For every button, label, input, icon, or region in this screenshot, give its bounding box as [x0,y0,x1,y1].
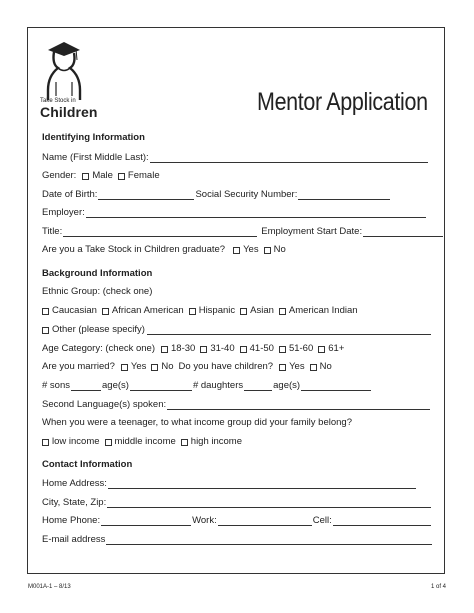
other-field[interactable] [147,325,431,335]
work-phone-field[interactable] [218,516,312,526]
graduate-yes-label: Yes [243,244,259,255]
age5-label: 61+ [328,343,345,354]
dob-label: Date of Birth: [42,189,98,200]
low-income-option[interactable] [42,436,100,447]
home-phone-label: Home Phone: [42,515,101,526]
title-label: Title: [42,226,63,237]
married-label: Are you married? [42,361,115,372]
age2-checkbox[interactable] [200,346,207,353]
daughters-label: # daughters [192,380,244,391]
title-row [42,226,444,237]
city-row [42,497,432,508]
dob-field[interactable] [98,190,194,200]
sons-field[interactable] [71,381,101,391]
male-checkbox[interactable] [82,173,89,180]
gender-row [42,170,165,181]
income-options-row [42,436,247,447]
age4-label: 51-60 [288,343,314,354]
children-yes-label: Yes [289,361,305,372]
home-address-field[interactable] [108,479,416,489]
employer-field[interactable] [86,208,426,218]
work-phone-label: Work: [192,515,217,526]
graduate-yes-checkbox[interactable] [233,247,240,254]
caucasian-label: Caucasian [52,305,97,316]
home-address-label: Home Address: [42,478,107,489]
other-option[interactable] [42,324,145,335]
name-row [42,152,429,163]
children-no-label: No [319,361,332,372]
age4-option[interactable] [279,343,313,354]
age3-checkbox[interactable] [240,346,247,353]
ssn-field[interactable] [298,190,390,200]
married-no-option[interactable] [151,361,173,372]
graduate-label: Are you a Take Stock in Children graduate? [42,244,226,255]
african-american-checkbox[interactable] [102,308,109,315]
low-income-checkbox[interactable] [42,439,49,446]
home-address-row [42,478,417,489]
married-no-checkbox[interactable] [151,364,158,371]
section-contact: Contact Information [42,459,133,470]
female-checkbox[interactable] [118,173,125,180]
african-american-option[interactable] [102,305,184,316]
logo-text [40,98,110,120]
income-question-row [42,417,352,428]
married-no-label: No [161,361,174,372]
children-yes-checkbox[interactable] [279,364,286,371]
cell-phone-field[interactable] [333,516,431,526]
graduate-yes-option[interactable] [233,244,259,255]
female-label: Female [127,170,160,181]
age1-label: 18-30 [171,343,196,354]
employer-label: Employer: [42,207,85,218]
language-row [42,399,431,410]
section-identifying: Identifying Information [42,132,145,143]
home-phone-field[interactable] [101,516,191,526]
children-label: Do you have children? [178,361,274,372]
sons-ages-label: age(s) [102,380,129,391]
city-label: City, State, Zip: [42,497,107,508]
male-option[interactable] [82,170,113,181]
dob-row [42,189,391,200]
section-background: Background Information [42,268,153,279]
american-indian-option[interactable] [279,305,358,316]
graduate-no-checkbox[interactable] [264,247,271,254]
language-label: Second Language(s) spoken: [42,399,167,410]
age2-option[interactable] [200,343,234,354]
employer-row [42,207,427,218]
age4-checkbox[interactable] [279,346,286,353]
daughters-ages-field[interactable] [301,381,371,391]
middle-income-checkbox[interactable] [105,439,112,446]
hispanic-checkbox[interactable] [189,308,196,315]
age3-label: 41-50 [249,343,274,354]
sons-label: # sons [42,380,70,391]
middle-income-option[interactable] [105,436,176,447]
ethnic-options-row [42,305,363,316]
female-option[interactable] [118,170,160,181]
married-yes-option[interactable] [121,361,147,372]
daughters-field[interactable] [244,381,272,391]
caucasian-option[interactable] [42,305,97,316]
email-row [42,534,433,545]
email-label: E-mail address [42,534,106,545]
form-code: M001A-1 – 8/13 [28,584,71,590]
age1-checkbox[interactable] [161,346,168,353]
age-label: Age Category: (check one) [42,343,156,354]
age-row [42,343,349,354]
page-title: Mentor Application [257,88,428,116]
name-field[interactable] [150,153,428,163]
email-field[interactable] [106,535,432,545]
caucasian-checkbox[interactable] [42,308,49,315]
logo-line1: Take Stock in [40,98,76,104]
sons-ages-field[interactable] [130,381,192,391]
title-field[interactable] [63,227,257,237]
american-indian-checkbox[interactable] [279,308,286,315]
american-indian-label: American Indian [288,305,358,316]
emp-start-label: Employment Start Date: [261,226,363,237]
age5-checkbox[interactable] [318,346,325,353]
emp-start-field[interactable] [363,227,443,237]
middle-income-label: middle income [114,436,176,447]
graduate-row [42,244,291,255]
married-row [42,361,337,372]
graduate-no-label: No [273,244,286,255]
income-question: When you were a teenager, to what income group did your family belong? [42,417,352,428]
name-label: Name (First Middle Last): [42,152,149,163]
low-income-label: low income [52,436,100,447]
age5-option[interactable] [318,343,344,354]
ssn-label: Social Security Number: [195,189,298,200]
high-income-option[interactable] [181,436,242,447]
city-field[interactable] [107,498,431,508]
african-american-label: African American [111,305,184,316]
other-label: Other (please specify) [52,324,145,335]
other-row [42,324,432,335]
asian-label: Asian [250,305,274,316]
phone-row [42,515,432,526]
married-yes-checkbox[interactable] [121,364,128,371]
children-no-checkbox[interactable] [310,364,317,371]
asian-option[interactable] [240,305,274,316]
asian-checkbox[interactable] [240,308,247,315]
logo-line2: Children [40,104,98,120]
ethnic-row [42,286,152,297]
high-income-checkbox[interactable] [181,439,188,446]
male-label: Male [92,170,113,181]
ethnic-label: Ethnic Group: (check one) [42,286,153,297]
age2-label: 31-40 [210,343,235,354]
hispanic-label: Hispanic [198,305,236,316]
age1-option[interactable] [161,343,195,354]
page-number: 1 of 4 [430,584,446,590]
language-field[interactable] [167,400,430,410]
other-checkbox[interactable] [42,327,49,334]
children-yes-option[interactable] [279,361,305,372]
graduate-no-option[interactable] [264,244,286,255]
cell-phone-label: Cell: [312,515,332,526]
gender-label: Gender: [42,170,77,181]
high-income-label: high income [190,436,243,447]
hispanic-option[interactable] [189,305,235,316]
kids-row [42,380,372,391]
age3-option[interactable] [240,343,274,354]
married-yes-label: Yes [130,361,147,372]
daughters-ages-label: age(s) [273,380,301,391]
children-no-option[interactable] [310,361,332,372]
